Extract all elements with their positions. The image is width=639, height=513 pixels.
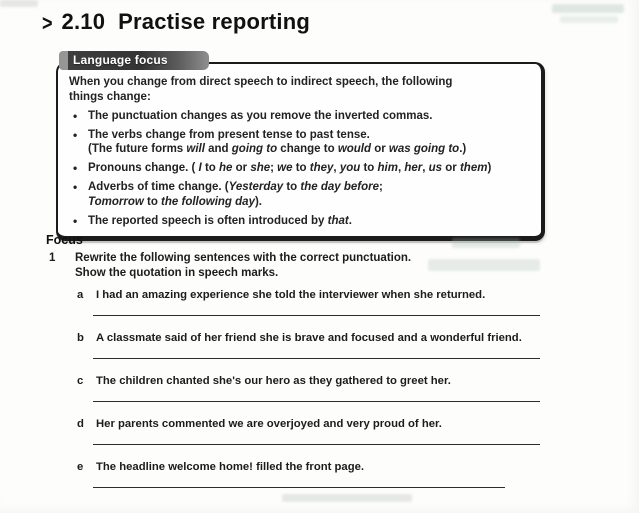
bullet-item: • Pronouns change. ( I to he or she; we to they, you to him, her, us or them) (68, 161, 531, 176)
bullet-item: • Adverbs of time change. (Yesterday to the day before; Tomorrow to the following day). (68, 180, 531, 209)
print-bleed-artifact (552, 4, 624, 13)
item-letter: a (77, 289, 84, 301)
scan-edge-artifact (0, 0, 38, 7)
answer-line-e (93, 487, 505, 488)
language-focus-tab: Language focus (59, 51, 209, 70)
answer-line-c (93, 401, 540, 402)
exercise-item-d (46, 417, 551, 431)
exercise-item-e (46, 460, 551, 474)
item-sentence: The children chanted she's our hero as they gathered to greet her. (96, 375, 451, 387)
print-bleed-artifact (282, 494, 412, 502)
item-letter: b (77, 332, 84, 344)
item-sentence: A classmate said of her friend she is brave and focused and a wonderful friend. (96, 332, 522, 344)
print-bleed-artifact (560, 16, 618, 23)
exercise-item-a (46, 288, 551, 302)
exercise-item-c (46, 374, 551, 388)
answer-line-d (93, 444, 540, 445)
exercise-item-b (46, 331, 551, 345)
page-title (42, 9, 310, 35)
chevron-icon: > (42, 10, 53, 36)
print-bleed-artifact (452, 238, 520, 248)
bullet-item: • The verbs change from present tense to past tense. (The future forms will and going to change to would or was going to.) (68, 128, 531, 157)
language-focus-bullet-list (68, 109, 531, 229)
focus-heading: Focus (46, 233, 83, 247)
answer-line-b (93, 358, 540, 359)
bullet-item: • The reported speech is often introduced by that. (68, 214, 531, 229)
question-instruction: Rewrite the following sentences with the correct punctuation. Show the quotation in speech marks. (75, 252, 412, 279)
section-title: Practise reporting (118, 9, 311, 34)
language-focus-intro: When you change from direct speech to indirect speech, the following things change: (69, 76, 453, 103)
print-bleed-artifact (428, 259, 540, 271)
item-letter: d (77, 418, 84, 430)
bullet-item: • The punctuation changes as you remove the inverted commas. (68, 109, 531, 124)
item-sentence: I had an amazing experience she told the interviewer when she returned. (96, 289, 486, 301)
item-letter: e (77, 461, 84, 473)
item-sentence: The headline welcome home! filled the front page. (96, 461, 365, 473)
item-letter: c (77, 375, 84, 387)
answer-line-a (93, 315, 540, 316)
language-focus-box (56, 53, 545, 241)
section-number: 2.10 (61, 9, 106, 34)
question-number: 1 (49, 252, 56, 264)
focus-section (46, 233, 551, 488)
item-sentence: Her parents commented we are overjoyed and very proud of her. (96, 418, 442, 430)
